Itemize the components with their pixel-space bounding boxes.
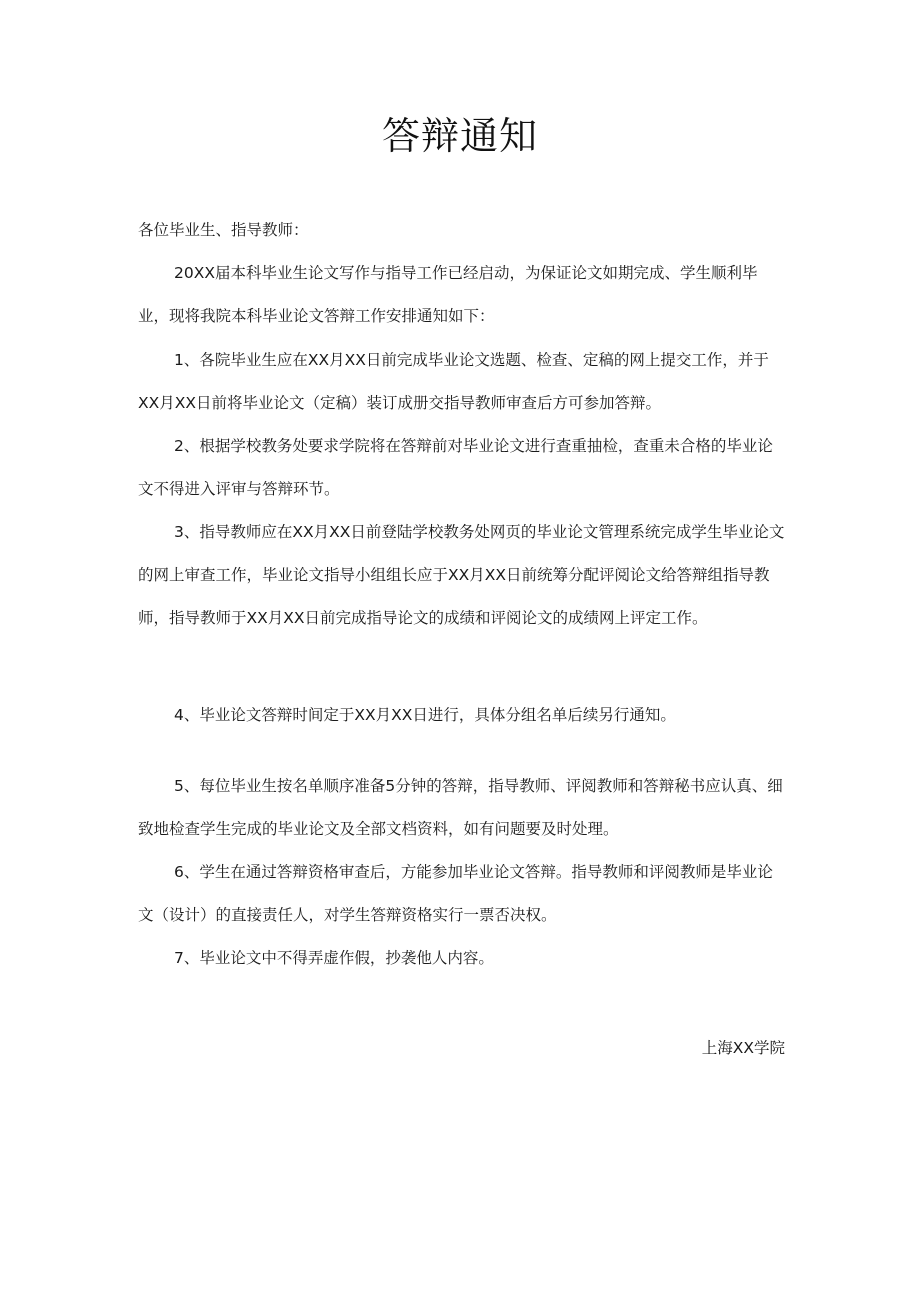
notice-item-4: 4、毕业论文答辩时间定于XX月XX日进行，具体分组名单后续另行通知。: [174, 706, 676, 724]
notice-item-3: 3、指导教师应在XX月XX日前登陆学校教务处网页的毕业论文管理系统完成学生毕业论文的网上审查工作，毕业论文指导小组组长应于XX月XX日前统筹分配评阅论文给答辩组指导教师，指导教师于XX月XX日前完成指导论文的成绩和评阅论文的成绩网上评定工作。: [138, 523, 785, 627]
page-title: 答辩通知: [381, 114, 538, 158]
notice-item-5: 5、每位毕业生按名单顺序准备5分钟的答辩，指导教师、评阅教师和答辩秘书应认真、细致地检查学生完成的毕业论文及全部文档资料，如有问题要及时处理。: [138, 777, 783, 838]
signature: 上海XX学院: [701, 1039, 785, 1057]
notice-item-6: 6、学生在通过答辩资格审查后，方能参加毕业论文答辩。指导教师和评阅教师是毕业论文（设计）的直接责任人，对学生答辩资格实行一票否决权。: [138, 863, 773, 924]
notice-item-1: 1、各院毕业生应在XX月XX日前完成毕业论文选题、检查、定稿的网上提交工作，并于XX月XX日前将毕业论文（定稿）装订成册交指导教师审查后方可参加答辩。: [138, 351, 769, 412]
notice-item-2: 2、根据学校教务处要求学院将在答辩前对毕业论文进行查重抽检，查重未合格的毕业论文不得进入评审与答辩环节。: [138, 437, 773, 498]
notice-item-7: 7、毕业论文中不得弄虚作假，抄袭他人内容。: [174, 949, 494, 967]
intro-paragraph: 20XX届本科毕业生论文写作与指导工作已经启动，为保证论文如期完成、学生顺利毕业，现将我院本科毕业论文答辩工作安排通知如下：: [138, 264, 758, 325]
salutation: 各位毕业生、指导教师：: [138, 221, 309, 239]
